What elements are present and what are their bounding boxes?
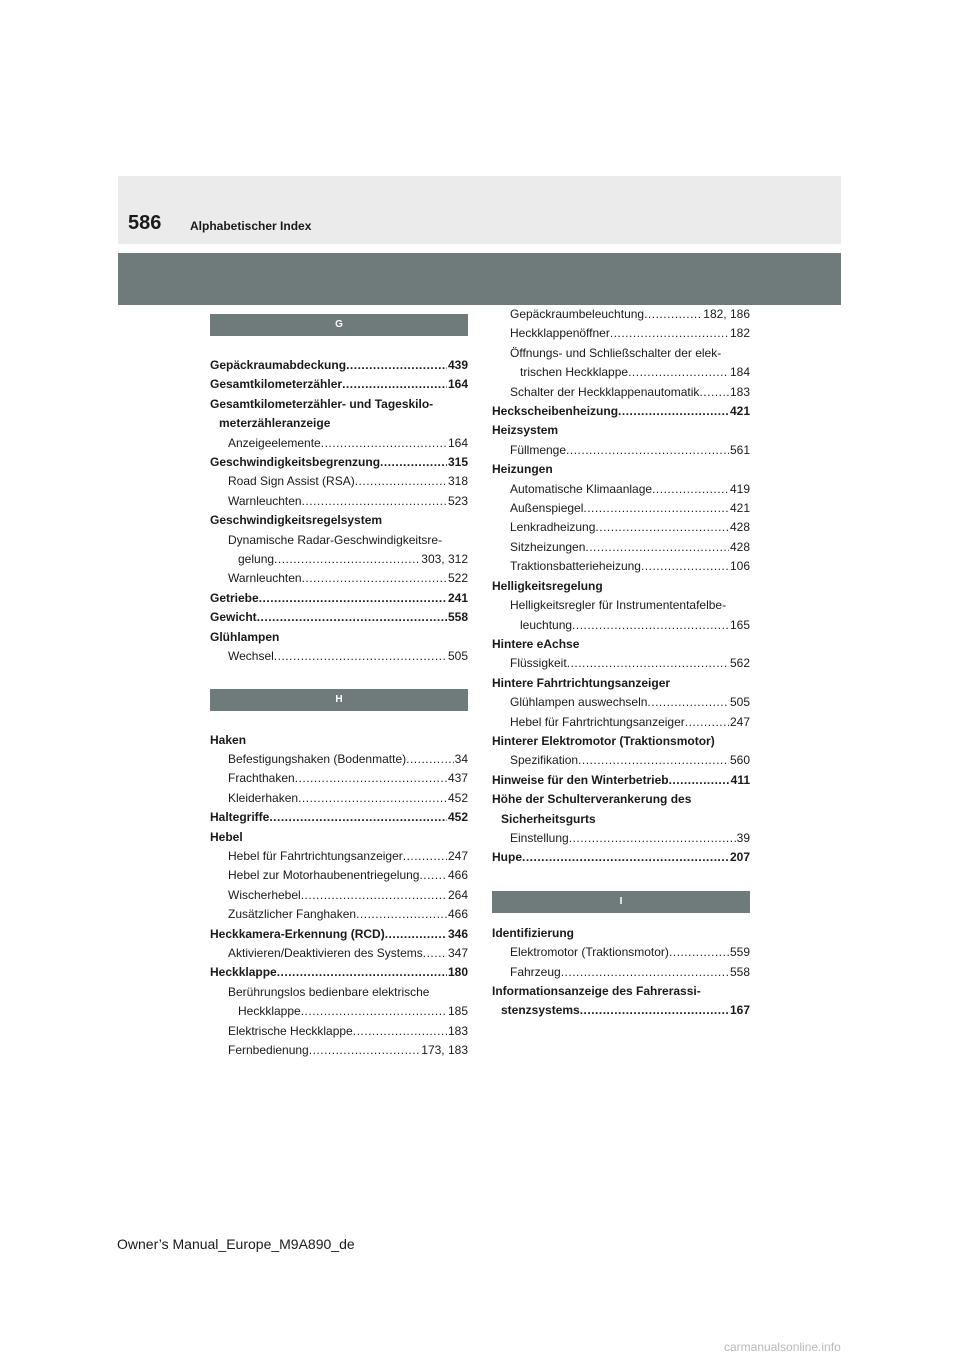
index-subentry: Fahrzeug ..... 558 [492, 963, 750, 982]
letter-bar-i: I [492, 891, 750, 913]
index-subentry-continuation: gelung ..... 303, 312 [210, 550, 468, 569]
index-entry: Informationsanzeige des Fahrerassi- [492, 984, 701, 998]
index-subentry: Öffnungs- und Schließschalter der elek- [510, 345, 722, 360]
index-subentry: Dynamische Radar-Geschwindigkeitsre- [228, 532, 443, 547]
index-entry: Hinterer Elektromotor (Traktionsmotor) [492, 733, 715, 748]
index-entry: Hintere eAchse [492, 636, 580, 651]
index-entry: Haltegriffe ..... 452 [210, 808, 468, 827]
index-entry: Glühlampen [210, 629, 280, 644]
index-entry: Heckkamera-Erkennung (RCD) ..... 346 [210, 925, 468, 944]
index-subentry: Elektromotor (Traktionsmotor) ..... 559 [492, 943, 750, 962]
index-entry: Hinweise für den Winterbetrieb ..... 411 [492, 771, 750, 790]
index-entry: Helligkeitsregelung [492, 578, 603, 593]
index-subentry: Warnleuchten ..... 523 [210, 492, 468, 511]
header-top-band [118, 176, 841, 244]
index-subentry-continuation: trischen Heckklappe ..... 184 [492, 363, 750, 382]
page-number: 586 [128, 212, 162, 234]
index-subentry: Elektrische Heckklappe ..... 183 [210, 1022, 468, 1041]
index-entry: Höhe der Schulterverankerung des [492, 792, 692, 807]
index-subentry: Berührungslos bedienbare elektrische [228, 984, 430, 999]
index-subentry: Hebel zur Motorhaubenentriegelung ..... 466 [210, 866, 468, 885]
watermark: carmanualsonline.info [724, 1340, 841, 1354]
index-column-left [210, 314, 468, 1060]
index-entry: Geschwindigkeitsbegrenzung ..... 315 [210, 453, 468, 472]
index-subentry: Außenspiegel ..... 421 [492, 499, 750, 518]
index-subentry: Glühlampen auswechseln ..... 505 [492, 693, 750, 712]
index-entry-continuation: Sicherheitsgurts [501, 811, 596, 826]
index-entry: Gepäckraumabdeckung ..... 439 [210, 356, 468, 375]
index-entry: Hebel [210, 829, 243, 844]
index-subentry: Flüssigkeit ..... 562 [492, 654, 750, 673]
index-entry: Gewicht ..... 558 [210, 608, 468, 627]
index-subentry: Gepäckraumbeleuchtung ..... 182, 186 [492, 305, 750, 324]
index-subentry: Fernbedienung ..... 173, 183 [210, 1041, 468, 1060]
index-entry: Heckscheibenheizung ..... 421 [492, 402, 750, 421]
index-subentry: Helligkeitsregler für Instrumententafelbe- [510, 598, 727, 613]
letter-bar-h: H [210, 689, 468, 711]
index-entry: Hintere Fahrtrichtungsanzeiger [492, 675, 671, 690]
index-subentry: Schalter der Heckklappenautomatik ..... 183 [492, 383, 750, 402]
index-subentry-continuation: leuchtung ..... 165 [492, 616, 750, 635]
index-subentry-continuation: Heckklappe ..... 185 [210, 1002, 468, 1021]
index-column-right [492, 305, 750, 1021]
index-subentry: Traktionsbatterieheizung ..... 106 [492, 557, 750, 576]
index-subentry: Zusätzlicher Fanghaken ..... 466 [210, 905, 468, 924]
footer-manual-id: Owner’s Manual_Europe_M9A890_de [117, 1236, 355, 1252]
index-subentry: Einstellung ..... 39 [492, 829, 750, 848]
header-band [118, 253, 841, 305]
index-subentry: Sitzheizungen ..... 428 [492, 538, 750, 557]
index-subentry: Warnleuchten ..... 522 [210, 569, 468, 588]
index-subentry: Wischerhebel ..... 264 [210, 886, 468, 905]
index-entry: Heckklappe ..... 180 [210, 963, 468, 982]
index-subentry: Hebel für Fahrtrichtungsanzeiger ..... 247 [210, 847, 468, 866]
index-subentry: Frachthaken ..... 437 [210, 769, 468, 788]
index-subentry: Aktivieren/Deaktivieren des Systems ..... 347 [210, 944, 468, 963]
index-entry: Heizungen [492, 462, 553, 477]
index-subentry: Anzeigeelemente ..... 164 [210, 434, 468, 453]
letter-bar-g: G [210, 314, 468, 336]
index-entry: Gesamtkilometerzähler- und Tageskilo- [210, 396, 434, 411]
index-entry: Gesamtkilometerzähler ..... 164 [210, 375, 468, 394]
index-subentry: Road Sign Assist (RSA) ..... 318 [210, 472, 468, 491]
index-entry: Getriebe ..... 241 [210, 589, 468, 608]
index-entry: Hupe ..... 207 [492, 848, 750, 867]
index-subentry: Heckklappenöffner ..... 182 [492, 324, 750, 343]
index-entry: Heizsystem [492, 423, 559, 438]
index-subentry: Füllmenge ..... 561 [492, 441, 750, 460]
index-subentry: Automatische Klimaanlage ..... 419 [492, 480, 750, 499]
index-subentry: Spezifikation ..... 560 [492, 751, 750, 770]
index-subentry: Lenkradheizung ..... 428 [492, 518, 750, 537]
index-entry: Haken [210, 732, 247, 747]
index-entry-continuation: stenzsystems ..... 167 [492, 1001, 750, 1020]
index-subentry: Wechsel ..... 505 [210, 647, 468, 666]
index-subentry: Kleiderhaken ..... 452 [210, 789, 468, 808]
running-title: Alphabetischer Index [190, 219, 312, 233]
index-entry: Geschwindigkeitsregelsystem [210, 513, 383, 528]
index-entry-continuation: meterzähleranzeige [219, 416, 331, 431]
index-subentry: Befestigungshaken (Bodenmatte) ..... 34 [210, 750, 468, 769]
index-entry: Identifizierung [492, 925, 574, 940]
index-subentry: Hebel für Fahrtrichtungsanzeiger ..... 247 [492, 713, 750, 732]
